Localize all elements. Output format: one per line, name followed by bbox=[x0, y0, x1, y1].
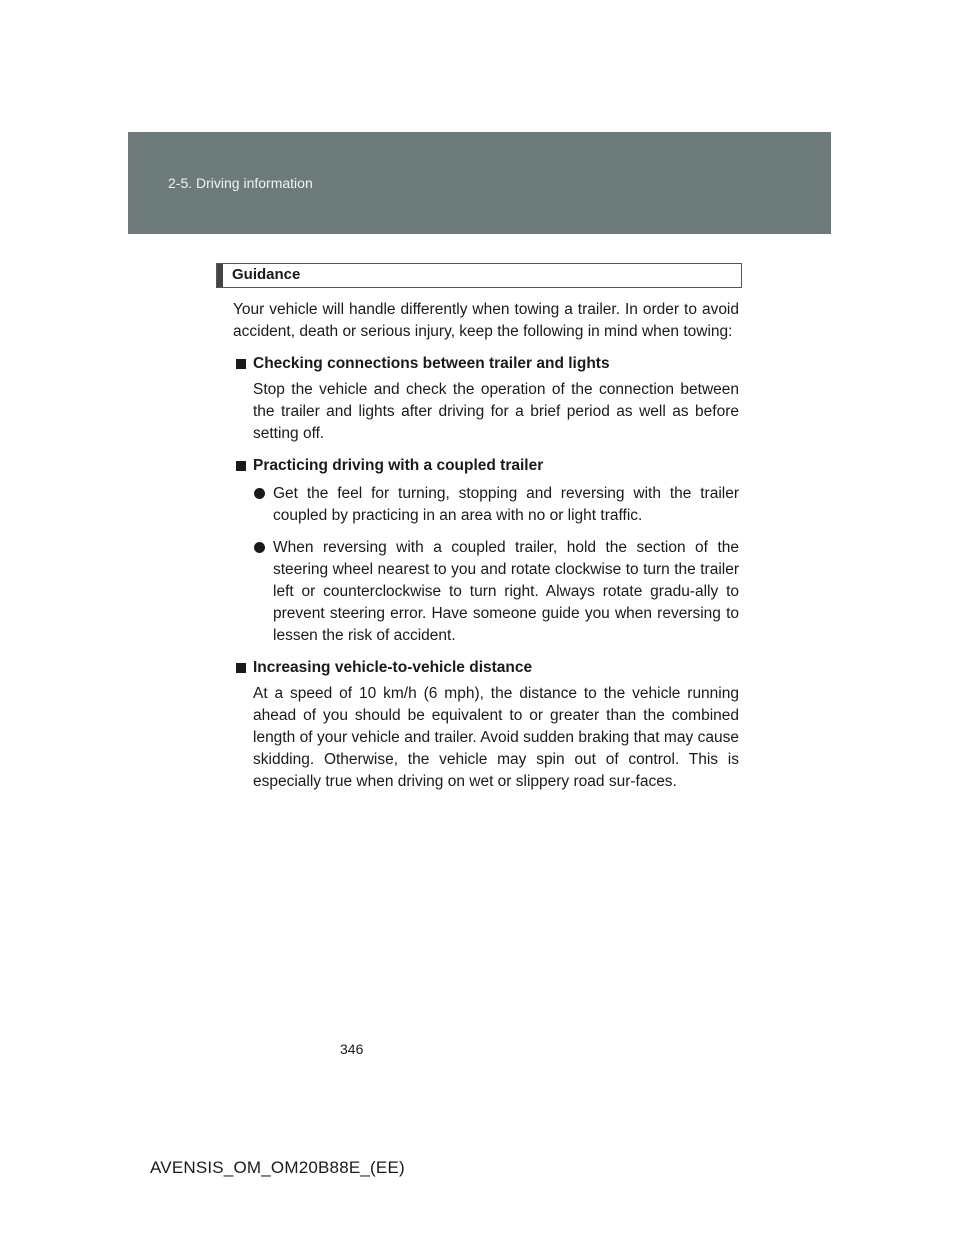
round-bullet-icon bbox=[254, 488, 265, 499]
guidance-item bbox=[233, 353, 739, 445]
intro-paragraph: Your vehicle will handle differently when towing a trailer. In order to avoid accident, death or serious injury, keep the following in mind when towing: bbox=[233, 301, 739, 340]
item-text: At a speed of 10 km/h (6 mph), the distance to the vehicle running ahead of you should be equivalent to or greater than the combined length of your vehicle and trailer. Avoid sudden braking that may cause skidding. Otherwise, the vehicle may spin out of control. This is especially true when driving on wet or slippery road sur-faces. bbox=[253, 685, 739, 790]
guidance-accent-bar bbox=[217, 264, 223, 287]
guidance-body bbox=[233, 299, 739, 793]
guidance-title-box bbox=[216, 263, 742, 288]
guidance-item bbox=[233, 657, 739, 793]
section-label: 2-5. Driving information bbox=[168, 175, 313, 191]
round-bullet-icon bbox=[254, 542, 265, 553]
item-heading: Increasing vehicle-to-vehicle distance bbox=[253, 659, 533, 676]
square-bullet-icon bbox=[236, 359, 246, 369]
sub-bullet-text: When reversing with a coupled trailer, hold the section of the steering wheel nearest to you and rotate clockwise to turn the trailer left or counterclockwise to turn right. Always rotate gradu-ally to prevent steering error. Have someone guide you when reversing to lessen the risk of accident. bbox=[273, 539, 739, 644]
document-code: AVENSIS_OM_OM20B88E_(EE) bbox=[150, 1158, 405, 1177]
sub-bullet-text: Get the feel for turning, stopping and reversing with the trailer coupled by practicing in an area with no or light traffic. bbox=[273, 485, 739, 524]
guidance-title: Guidance bbox=[232, 266, 301, 283]
page-number: 346 bbox=[340, 1041, 364, 1057]
item-heading: Checking connections between trailer and lights bbox=[253, 355, 610, 372]
square-bullet-icon bbox=[236, 461, 246, 471]
sub-bullet bbox=[253, 483, 739, 527]
item-heading: Practicing driving with a coupled trailer bbox=[253, 457, 544, 474]
guidance-item bbox=[233, 455, 739, 647]
square-bullet-icon bbox=[236, 663, 246, 673]
sub-bullet bbox=[253, 537, 739, 647]
item-text: Stop the vehicle and check the operation of the connection between the trailer and lights after driving for a brief period as well as before setting off. bbox=[253, 381, 739, 442]
